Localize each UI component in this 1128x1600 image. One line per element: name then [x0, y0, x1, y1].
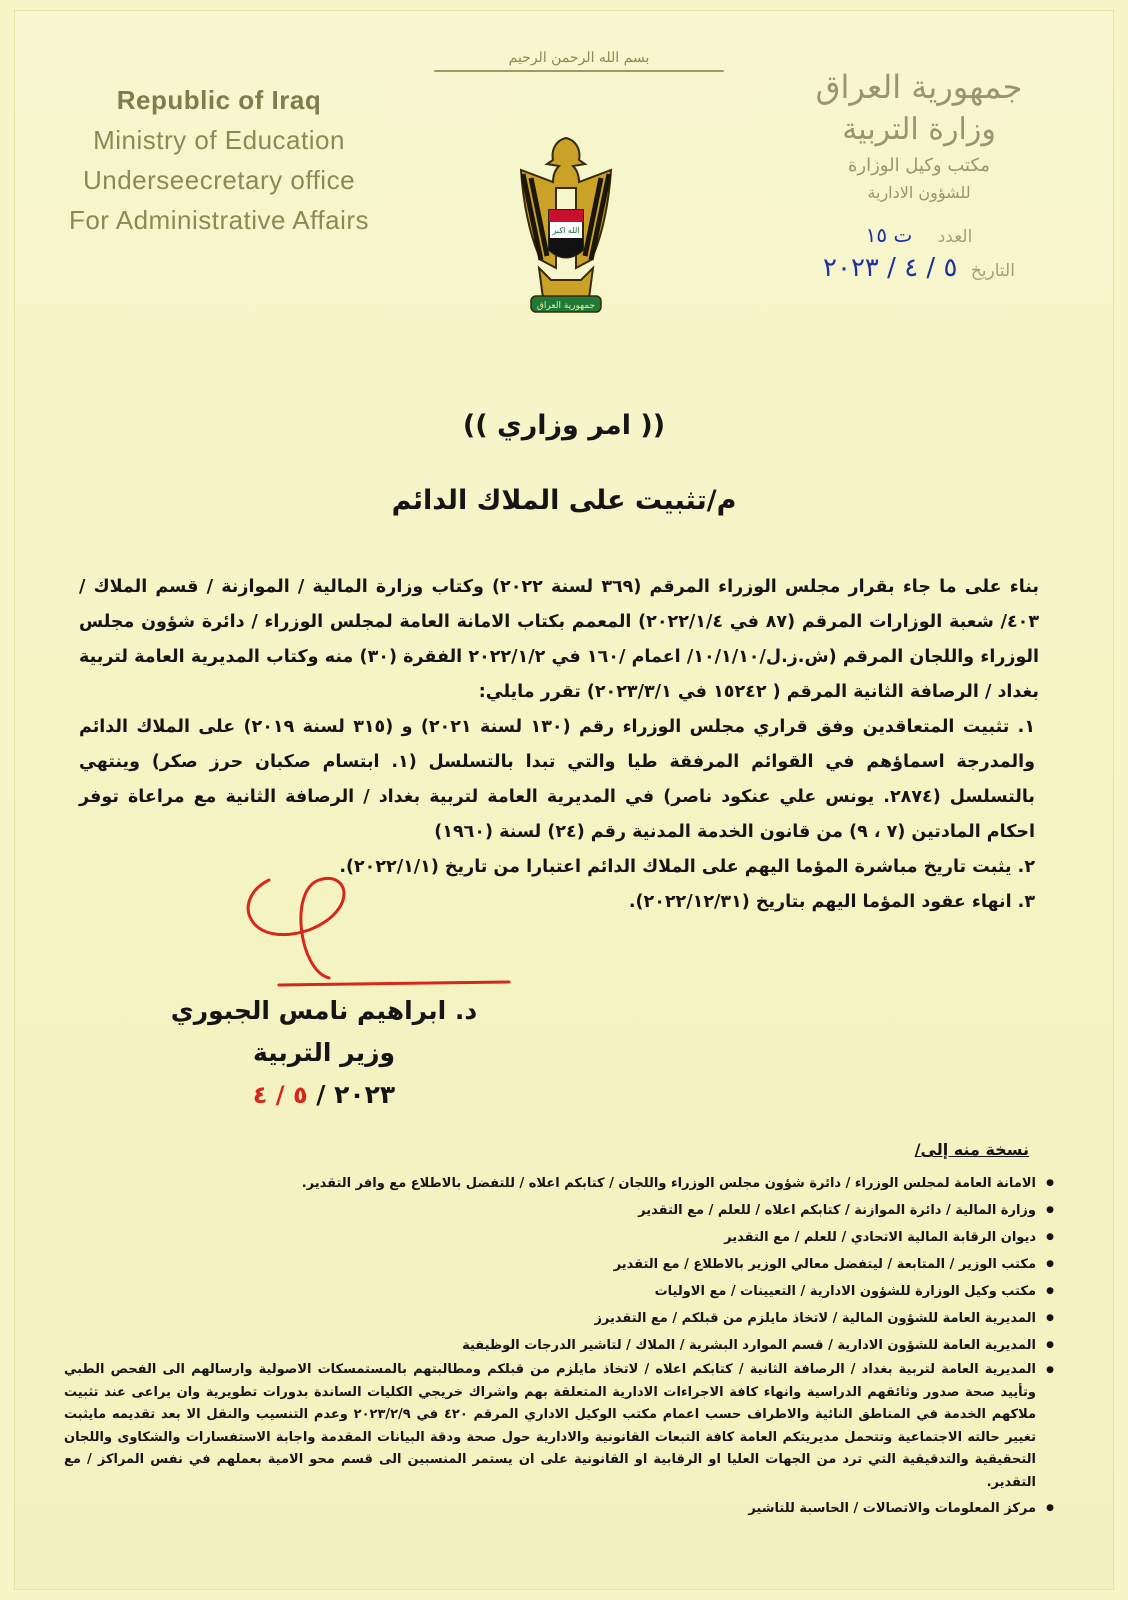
signature-block: [154, 990, 494, 1116]
document-page: [14, 10, 1114, 1590]
signature-date-printed: ٢٠٢٣ /: [307, 1080, 396, 1109]
decision-item-3: ٣. انهاء عقود المؤما اليهم بتاريخ (٢٠٢٢/١٢/٣١).: [628, 892, 1035, 912]
copy-to-title: نسخة منه إلى/: [914, 1140, 1029, 1159]
reference-number-label: العدد: [937, 227, 973, 247]
signatory-title: وزير التربية: [252, 1038, 396, 1067]
letterhead-en-line-4: For Administrative Affairs: [68, 205, 370, 235]
letterhead-ar-line-2: وزارة التربية: [842, 112, 996, 147]
list-item: ● المديرية العامة للشؤون الادارية / قسم الموارد البشرية / الملاك / لتاشير الدرجات الوظيفية: [64, 1332, 1054, 1359]
letterhead-ar-line-1: جمهورية العراق: [815, 68, 1023, 106]
list-item: ● مكتب وكيل الوزارة للشؤون الادارية / التعيينات / مع الاوليات: [64, 1278, 1054, 1305]
document-subject: م/تثبيت على الملاك الدائم: [391, 485, 737, 516]
decision-item-1: ١. تثبيت المتعاقدين وفق قراري مجلس الوزراء رقم (١٣٠ لسنة ٢٠٢١) و (٣١٥ لسنة ٢٠١٩) على الملاك الدائم والمدرجة اسماؤهم في القوائم المرفقة طيا والتي تبدا بالتسلسل (١. ابتسام صكبان حرز صكر) وينتهي بالتسلسل (٢٨٧٤. يونس علي عنكود ناصر) في المديرية العامة لتربية بغداد / الرصافة الثانية مع مراعاة توفر احكام المادتين (٧ ، ٩) من قانون الخدمة المدنية رقم (٢٤) لسنة (١٩٦٠): [79, 717, 1036, 842]
reference-date-label: التاريخ: [970, 261, 1015, 281]
reference-date-row: [784, 253, 1054, 283]
list-item: ● مكتب الوزير / المتابعة / ليتفضل معالي الوزير بالاطلاع / مع التقدير: [64, 1251, 1054, 1278]
list-item: ● المديرية العامة لتربية بغداد / الرصافة الثانية / كتابكم اعلاه / لاتخاذ مايلزم من قبلكم ومطالبتهم بالمستمسكات الاصولية وارسالهم الى الفحص الطبي وتأييد صحة صدور وثائقهم الدراسية وانهاء كافة الاجراءات الادارية المتعلقة بهم واشراك خريجي الكليات الساندة بدورات تطويرية وان يراعى عند تثبيت ملاكهم الخدمة في المناطق النائية والاطراف حسب اعمام مكتب الوكيل الاداري المرقم ٤٢٠ في ٢٠٢٣/٢/٩ وعدم التنسيب والنقل الا بعد تقديمه مايثبت تغيير حالته الاجتماعية وتتحمل مديريتكم العامة كافة التبعات القانونية والادارية حول صحة ودقة البيانات المقدمة واجابة الاستفسارات والشكاوى واللجان التحقيقية والتدقيقية التي ترد من الجهات العليا او الرقابية او القانونية على ان يستمر المنسبين الى قسم محو الامية بعملهم في نفس المراكز / مع التقدير.: [64, 1359, 1054, 1495]
letterhead-en-line-2: Ministry of Education: [93, 125, 345, 155]
list-item: ● وزارة المالية / دائرة الموازنة / كتابكم اعلاه / للعلم / مع التقدير: [64, 1197, 1054, 1224]
signature-date: [154, 1074, 494, 1116]
reference-number-value: ت ١٥: [865, 223, 913, 247]
svg-text:جمهورية العراق: جمهورية العراق: [536, 301, 596, 311]
signatory-name: د. ابراهيم نامس الجبوري: [170, 996, 478, 1025]
basmala: [434, 50, 724, 72]
iraq-eagle-emblem-icon: [501, 130, 631, 320]
list-item: ● الامانة العامة لمجلس الوزراء / دائرة شؤون مجلس الوزراء واللجان / كتابكم اعلاه / للتفضل بالاطلاع مع وافر التقدير.: [64, 1170, 1054, 1197]
svg-text:الله اكبر: الله اكبر: [552, 226, 580, 235]
document-title: (( امر وزاري )): [462, 410, 666, 441]
reference-date-value: ٥ / ٤ / ٢٠٢٣: [823, 253, 958, 283]
letterhead-en-line-3: Underseecretary office: [82, 165, 356, 195]
letterhead-ar-line-4: للشؤون الادارية: [867, 183, 971, 202]
signature-date-hand: ٥ / ٤: [252, 1081, 308, 1109]
intro-paragraph: بناء على ما جاء بقرار مجلس الوزراء المرقم (٣٦٩ لسنة ٢٠٢٢) وكتاب وزارة المالية / الموازنة / قسم الملاك / ٤٠٣/ شعبة الوزارات المرقم (٨٧ في ٢٠٢٢/١/٤) المعمم بكتاب الامانة العامة لمجلس الوزراء / دائرة شؤون مجلس الوزراء واللجان المرقم (ش.ز.ل/١٠/١/١٠/ اعمام /١٦٠ في ٢٠٢٢/١/٢ الفقرة (٣٠) منه وكتاب المديرية العامة لتربية بغداد / الرصافة الثانية المرقم ( ١٥٢٤٢ في ٢٠٢٣/٣/١) تقرر مايلي:: [79, 577, 1040, 702]
english-letterhead: [54, 80, 384, 240]
letterhead-en-line-1: Republic of Iraq: [116, 85, 322, 115]
decision-item-2: ٢. يثبت تاريخ مباشرة المؤما اليهم على الملاك الدائم اعتبارا من تاريخ (٢٠٢٢/١/١).: [339, 857, 1035, 877]
copy-to-list: [64, 1170, 1054, 1522]
list-item: ● ديوان الرقابة المالية الاتحادي / للعلم / مع التقدير: [64, 1224, 1054, 1251]
basmala-text: بسم الله الرحمن الرحيم: [508, 50, 650, 66]
list-item: ● المديرية العامة للشؤون المالية / لاتخاذ مايلزم من قبلكم / مع التقديرز: [64, 1305, 1054, 1332]
arabic-letterhead: [784, 65, 1054, 283]
letterhead-ar-line-3: مكتب وكيل الوزارة: [847, 155, 991, 176]
handwritten-signature-icon: [209, 860, 519, 1010]
basmala-swash: [434, 70, 724, 72]
reference-number-row: [784, 223, 1054, 247]
list-item: ● مركز المعلومات والاتصالات / الحاسبة للتاشير: [64, 1495, 1054, 1522]
